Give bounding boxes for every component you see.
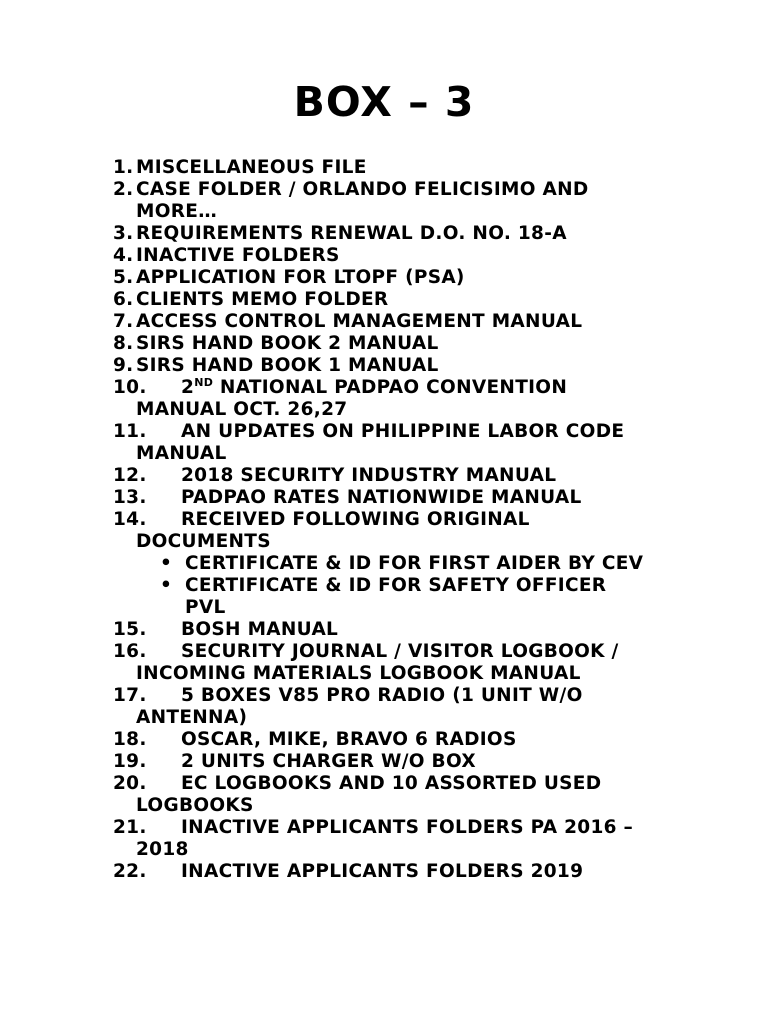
item-text: BOSH MANUAL [181,619,339,640]
item-number: 13. [113,487,147,508]
list-item-continuation [113,663,713,685]
list-item [113,267,713,289]
item-number: 22. [113,861,147,882]
item-number: 18. [113,729,147,750]
list-item-continuation [113,399,713,421]
list-item [113,333,713,355]
bullet-item [113,553,713,575]
item-text: APPLICATION FOR LTOPF (PSA) [136,267,465,288]
list-item [113,817,713,839]
item-text-ordinal: 2 [181,377,195,398]
item-number: 1. [113,157,134,178]
item-text: 5 BOXES V85 PRO RADIO (1 UNIT W/O [181,685,583,706]
item-number: 3. [113,223,134,244]
list-item-continuation [113,443,713,465]
item-number: 7. [113,311,134,332]
list-item [113,487,713,509]
item-text: MISCELLANEOUS FILE [136,157,367,178]
item-text: DOCUMENTS [136,531,271,552]
list-item [113,861,713,883]
bullet-text: PVL [185,597,226,618]
item-text: EC LOGBOOKS AND 10 ASSORTED USED [181,773,602,794]
item-text: 2018 SECURITY INDUSTRY MANUAL [181,465,557,486]
list-item [113,619,713,641]
page-title: BOX – 3 [293,78,475,126]
item-number: 15. [113,619,147,640]
list-item [113,377,713,399]
item-number: 11. [113,421,147,442]
list-item [113,641,713,663]
list-item [113,223,713,245]
item-text: ACCESS CONTROL MANAGEMENT MANUAL [136,311,583,332]
list-item-continuation [113,839,713,861]
list-item [113,465,713,487]
item-number: 19. [113,751,147,772]
item-text-rest: NATIONAL PADPAO CONVENTION [213,377,568,398]
bullet-item-continuation [113,597,713,619]
list-item [113,157,713,179]
list-item [113,311,713,333]
list-item [113,773,713,795]
list-item-continuation [113,707,713,729]
item-number: 9. [113,355,134,376]
item-number: 17. [113,685,147,706]
item-text [181,377,567,399]
item-number: 10. [113,377,147,398]
item-text: MANUAL OCT. 26,27 [136,399,348,420]
item-text: 2 UNITS CHARGER W/O BOX [181,751,476,772]
item-number: 16. [113,641,147,662]
item-text: 2018 [136,839,189,860]
list-item [113,421,713,443]
item-text: MORE… [136,201,218,222]
item-number: 21. [113,817,147,838]
item-text: PADPAO RATES NATIONWIDE MANUAL [181,487,582,508]
item-text: SIRS HAND BOOK 2 MANUAL [136,333,439,354]
bullet-text: CERTIFICATE & ID FOR FIRST AIDER BY CEV [185,553,644,574]
item-text: REQUIREMENTS RENEWAL D.O. NO. 18-A [136,223,567,244]
list-item [113,355,713,377]
list-item [113,685,713,707]
item-number: 20. [113,773,147,794]
item-text: INACTIVE APPLICANTS FOLDERS PA 2016 – [181,817,634,838]
item-number: 4. [113,245,134,266]
item-number: 12. [113,465,147,486]
list-item [113,509,713,531]
item-text: CLIENTS MEMO FOLDER [136,289,389,310]
list-item [113,729,713,751]
ordinal-suffix: ND [194,376,214,389]
item-text: SECURITY JOURNAL / VISITOR LOGBOOK / [181,641,619,662]
item-number: 14. [113,509,147,530]
item-text: INACTIVE FOLDERS [136,245,340,266]
item-text: CASE FOLDER / ORLANDO FELICISIMO AND [136,179,589,200]
item-text: INACTIVE APPLICANTS FOLDERS 2019 [181,861,584,882]
item-number: 5. [113,267,134,288]
item-text: AN UPDATES ON PHILIPPINE LABOR CODE [181,421,625,442]
item-text: MANUAL [136,443,227,464]
list-item [113,751,713,773]
item-number: 6. [113,289,134,310]
item-number: 8. [113,333,134,354]
item-text: RECEIVED FOLLOWING ORIGINAL [181,509,530,530]
list-item [113,245,713,267]
item-text: INCOMING MATERIALS LOGBOOK MANUAL [136,663,581,684]
item-number: 2. [113,179,134,200]
bullet-text: CERTIFICATE & ID FOR SAFETY OFFICER [185,575,607,596]
list-item [113,289,713,311]
bullet-item [113,575,713,597]
list-item [113,179,713,201]
list-item-continuation [113,795,713,817]
item-text: LOGBOOKS [136,795,254,816]
list-item-continuation [113,531,713,553]
bullet-icon: • [160,553,173,574]
item-text: SIRS HAND BOOK 1 MANUAL [136,355,439,376]
item-text: OSCAR, MIKE, BRAVO 6 RADIOS [181,729,517,750]
list-item-continuation [113,201,713,223]
inventory-list [113,157,713,883]
item-text: ANTENNA) [136,707,248,728]
bullet-icon: • [160,575,173,596]
